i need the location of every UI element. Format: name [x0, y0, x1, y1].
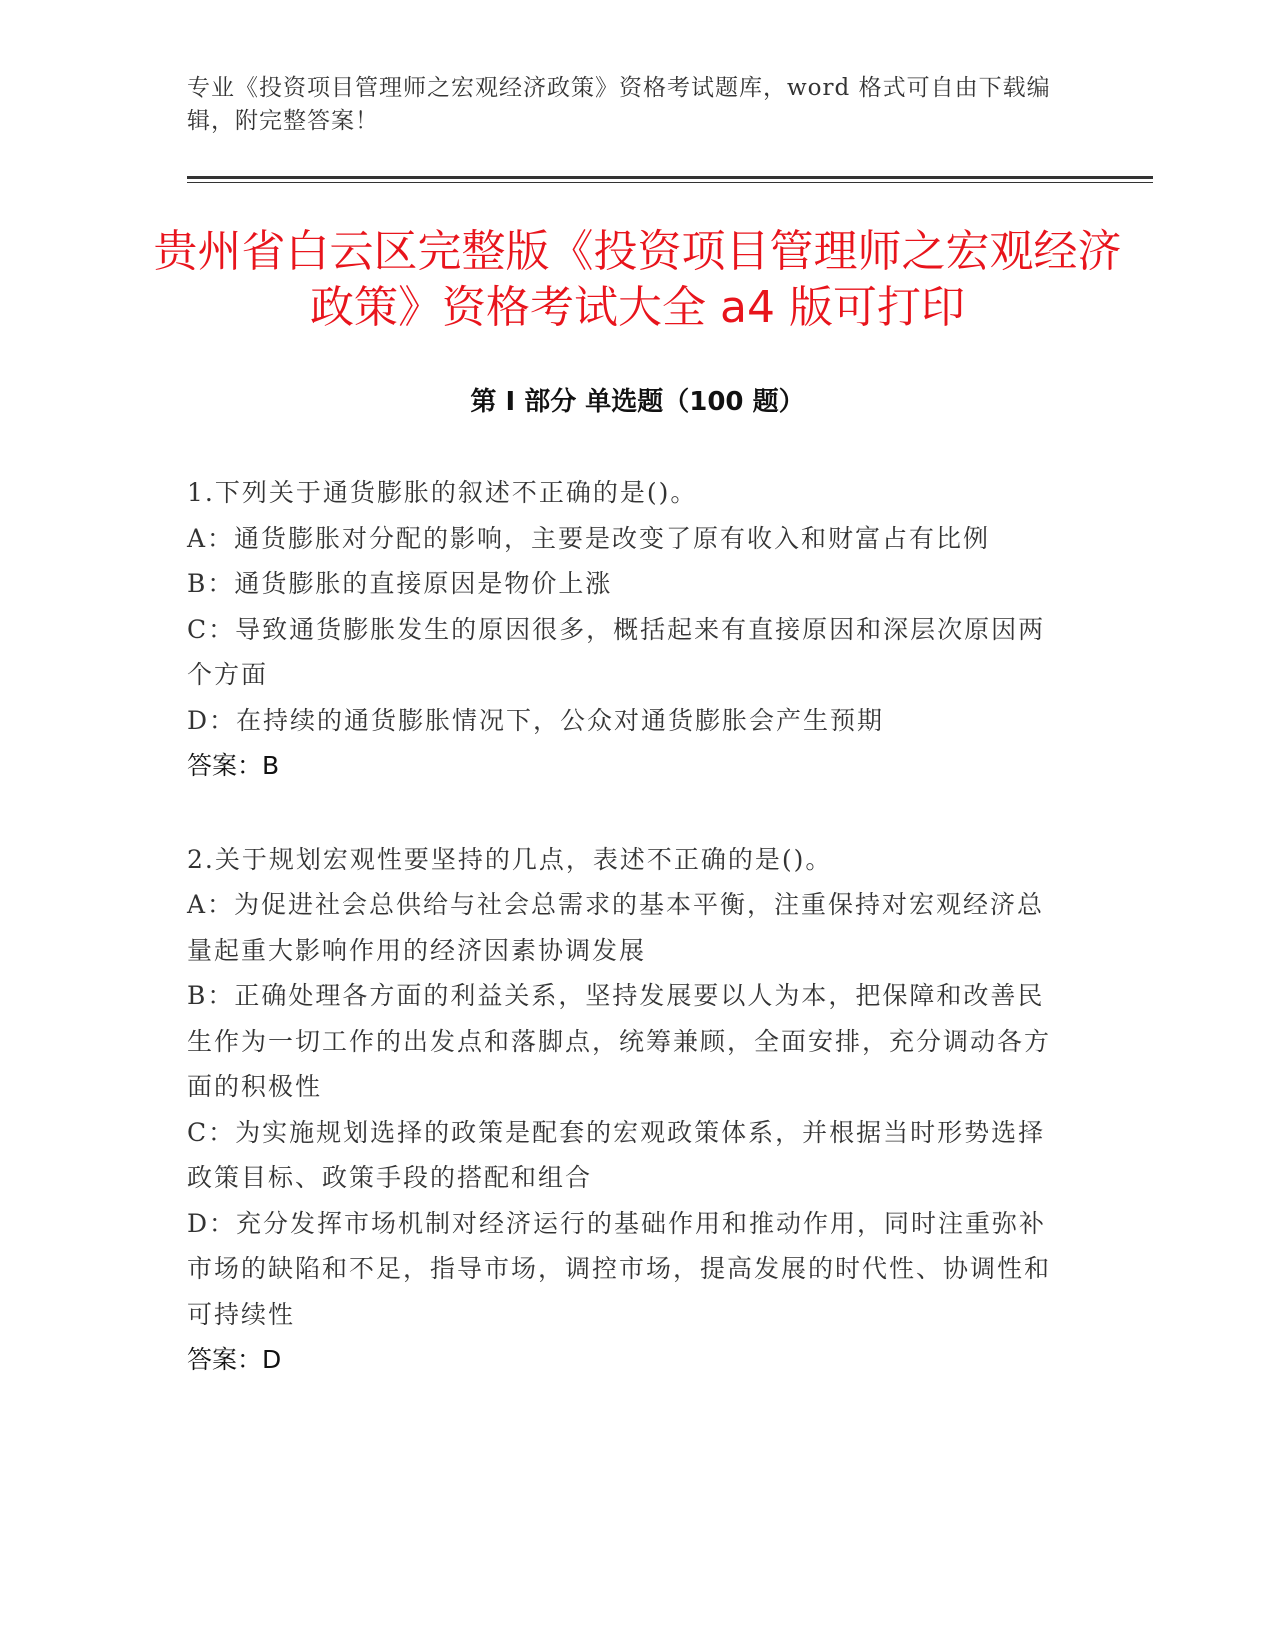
document-title: 贵州省白云区完整版《投资项目管理师之宏观经济政策》资格考试大全 a4 版可打印: [153, 226, 1122, 333]
question-1: [187, 470, 1067, 789]
header-rule-thick: [187, 176, 1153, 179]
option-b: B：通货膨胀的直接原因是物价上涨: [187, 569, 613, 598]
question-stem: 1.下列关于通货膨胀的叙述不正确的是()。: [187, 478, 698, 507]
section-heading: 第 I 部分 单选题（100 题）: [470, 387, 805, 417]
option-d: D：充分发挥市场机制对经济运行的基础作用和推动作用，同时注重弥补市场的缺陷和不足，指导市场，调控市场，提高发展的时代性、协调性和可持续性: [187, 1208, 1052, 1329]
question-stem: 2.关于规划宏观性要坚持的几点，表述不正确的是()。: [187, 844, 833, 874]
option-c: C：导致通货膨胀发生的原因很多，概括起来有直接原因和深层次原因两个方面: [187, 614, 1046, 689]
header-note: 专业《投资项目管理师之宏观经济政策》资格考试题库，word 格式可自由下载编辑，附完整答案！: [187, 75, 1051, 134]
option-a: A：通货膨胀对分配的影响，主要是改变了原有收入和财富占有比例: [187, 523, 991, 553]
question-list: [187, 470, 1067, 1431]
option-b: B：正确处理各方面的利益关系，坚持发展要以人为本，把保障和改善民生作为一切工作的出发点和落脚点，统筹兼顾，全面安排，充分调动各方面的积极性: [187, 981, 1052, 1101]
header-rule-thin: [187, 182, 1153, 183]
option-a: A：为促进社会总供给与社会总需求的基本平衡，注重保持对宏观经济总量起重大影响作用的经济因素协调发展: [187, 890, 1045, 965]
option-d: D：在持续的通货膨胀情况下，公众对通货膨胀会产生预期: [187, 705, 885, 735]
question-2: [187, 837, 1067, 1383]
answer-label: 答案：D: [187, 1345, 282, 1374]
answer-label: 答案：B: [187, 751, 280, 780]
option-c: C：为实施规划选择的政策是配套的宏观政策体系，并根据当时形势选择政策目标、政策手段的搭配和组合: [187, 1117, 1046, 1192]
